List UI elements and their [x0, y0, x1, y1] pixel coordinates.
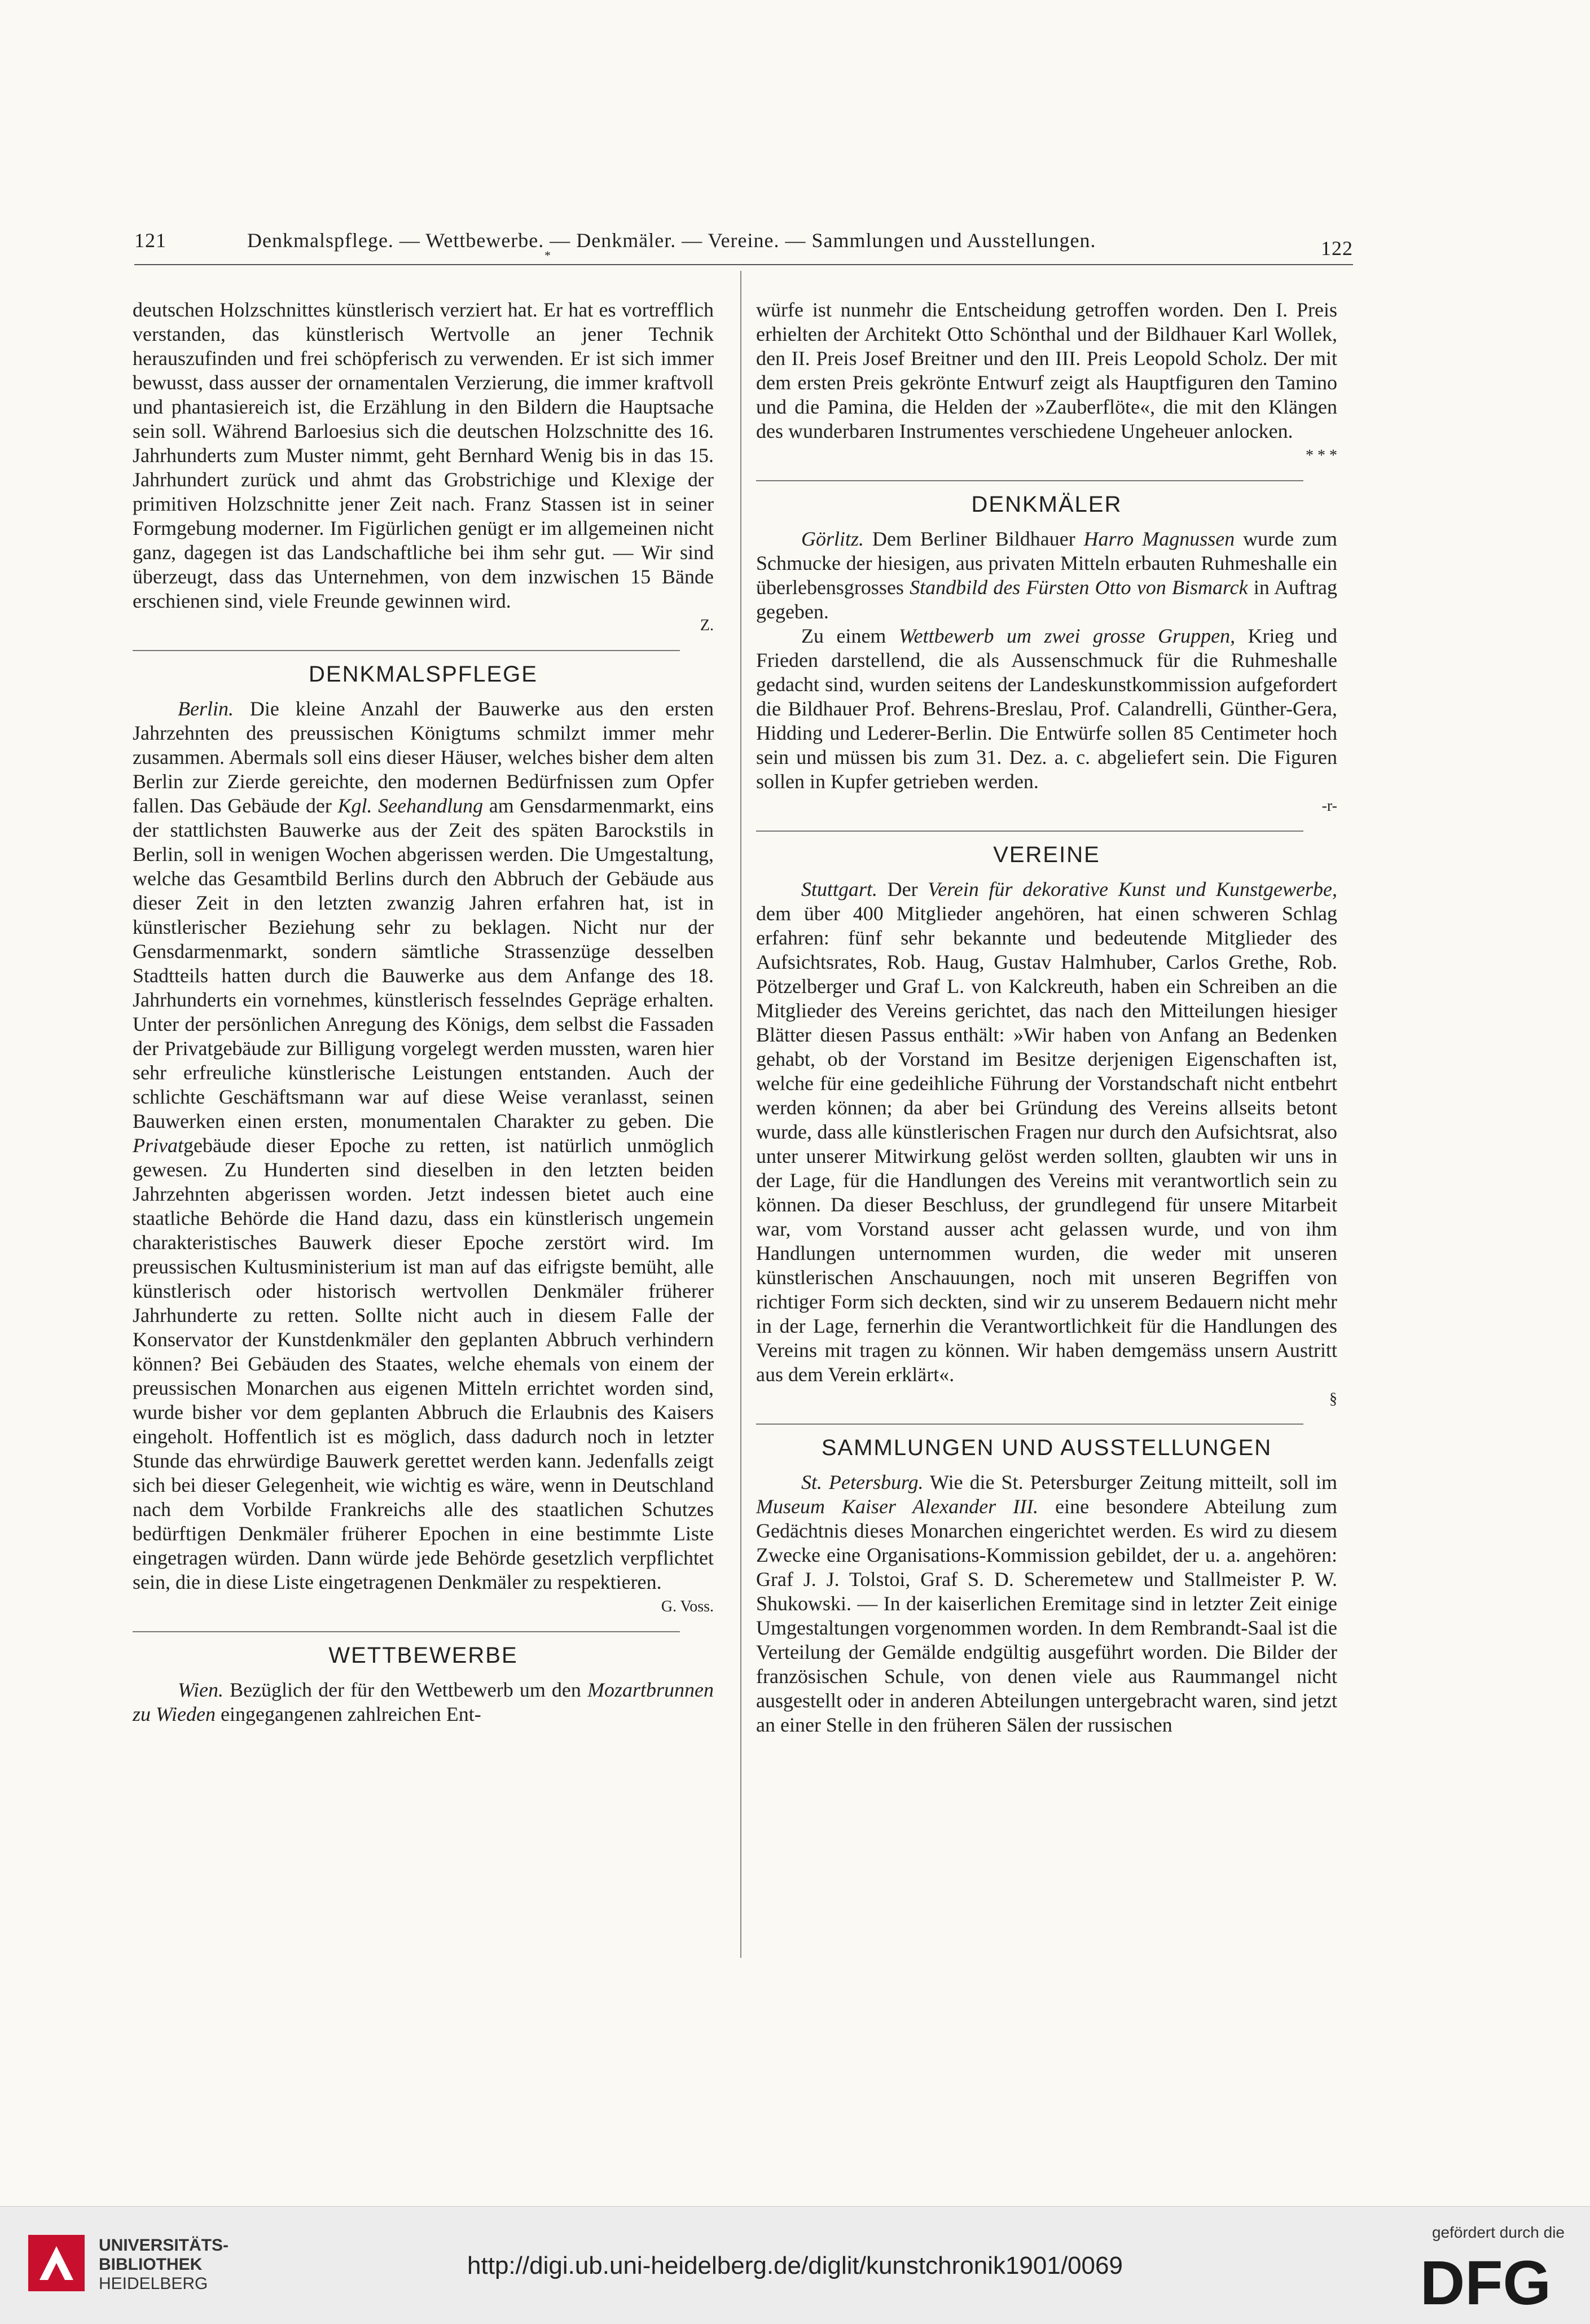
place-stuttgart: Stuttgart.: [801, 878, 878, 900]
intro-paragraph: deutschen Holzschnittes künstlerisch verziert hat. Er hat es vortrefflich verstanden, das künstlerisch Wertvolle an jener Technik herauszufinden und frei schöpferisch zu verwenden. Er ist sich immer bewusst, dass ausser der ornamentalen Verzierung, die immer kraftvoll und phantasiereich ist, die Erzählung in den Bildern die Hauptsache sein soll. Während Barloesius sich die deutschen Holzschnitte des 16. Jahrhunderts zum Muster nimmt, geht Bernhard Wenig bis in das 15. Jahrhundert zurück und ahmt das Grobstrichige und Klexige der primitiven Holzschnitte jener Zeit nach. Franz Stassen ist in seiner Formgebung moderner. Im Figürlichen genügt er im allgemeinen nicht ganz, dagegen ist das Landschaftliche bei ihm sehr gut. — Wir sind überzeugt, dass das Unternehmen, von dem inzwischen 15 Bände erschienen sind, viele Freunde gewinnen wird.: [133, 298, 714, 612]
text-span: dem über 400 Mitglieder angehören, hat einen schweren Schlag erfahren: fünf sehr bekannte und bedeutende Mitglieder des Aufsichtsrates, Rob. Haug, Gustav Halmhuber, Carlos Grethe, Rob. Pötzelberger und Graf L. von Kalckreuth, haben ein Schreiben an die Mitglieder des Vereins gerichtet, das nach den Mitteilungen hiesiger Blätter diesen Passus enthält: »Wir haben von Anfang an Bedenken gehabt, ob der Vorstand im Besitze derjenigen Eigenschaften ist, welche für eine gedeihliche Führung der Vorstandschaft nicht entbehrt werden können; da aber bei Gründung des Vereins allseits betont wurde, dass alle künstlerischen Fragen nur durch den Aufsichtsrat, also unter unserer Mitwirkung gelöst werden sollten, glaubten wir uns in der Lage, für die Handlungen des Vereins mit verantwortlich sein zu können. Da dieser Beschluss, der grundlegend für unsere Mitarbeit war, vom Vorstand ausser acht gelassen wurde, und von ihm Handlungen unternommen wurden, die weder mit unseren künstlerischen Anschauungen, noch mit unseren Begriffen von richtiger Form sich deckten, sind wir zu unserem Bedauern nicht mehr in der Lage, fernerhin die Verantwortlichkeit für die Handlungen des Vereins mit tragen zu können. Wir haben demgemäss unsern Austritt aus dem Verein erklärt«.: [756, 902, 1337, 1386]
heading-sammlungen: SAMMLUNGEN UND AUSSTELLUNGEN: [821, 1435, 1272, 1460]
left-column: [133, 298, 714, 1726]
heading-wettbewerbe: WETTBEWERBE: [328, 1643, 518, 1668]
section-divider: [133, 1631, 680, 1632]
running-title: Denkmalspflege. — Wettbewerbe. — Denkmäler. — Vereine. — Sammlungen und Ausstellungen.: [247, 229, 1096, 252]
emphasis-span: Harro Magnussen: [1083, 528, 1235, 550]
emphasis-span: Wettbewerb um zwei grosse Gruppen,: [898, 625, 1236, 647]
intro-signature: Z.: [700, 617, 714, 634]
text-span: Bezüglich der für den Wettbewerb um den: [223, 1679, 587, 1701]
wettbewerbe-continued-paragraph: würfe ist nunmehr die Entscheidung getroffen worden. Den I. Preis erhielten der Architekt Otto Schönthal und der Bildhauer Karl Wollek, den II. Preis Josef Breitner und den III. Preis Leopold Scholz. Der mit dem ersten Preis gekrönte Entwurf zeigt als Hauptfiguren den Tamino und die Pamina, die Helden der »Zauberflöte«, die mit den Klängen des wunderbaren Instrumentes verschiedene Ungeheuer anlocken.: [756, 298, 1337, 442]
text-span: Krieg und Frieden darstellend, die als Aussenschmuck für die Ruhmeshalle gedacht sind, wurden seitens der Landeskunstkommission aufgefordert die Bildhauer Prof. Behrens-Breslau, Prof. Calandrelli, Günther-Gera, Hidding und Lederer-Berlin. Die Entwürfe sollen 85 Centimeter hoch sein und müssen bis zum 31. Dez. a. c. abgeliefert sein. Die Figuren sollen in Kupfer getrieben werden.: [756, 625, 1338, 793]
emphasis-span: Kgl. Seehandlung: [337, 794, 484, 817]
text-span: Dem Berliner Bildhauer: [864, 528, 1084, 550]
text-span: eine besondere Abteilung zum Gedächtnis dieses Monarchen eingerichtet werden. Es wird zu diesem Zwecke eine Organisations-Kommission gebildet, der u. a. angehören: Graf J. J. Tolstoi, Graf S. D. Scheremetew und Stallmeister P. W. Shukowski. — In der kaiserlichen Eremitage sind in letzter Zeit einige Umgestaltungen vorgenommen worden. In dem Rembrandt-Saal ist die Verteilung der Gemälde endgültig ausgeführt worden. Die Bilder der französischen Schule, von denen viele aus Raummangel nicht ausgestellt oder in anderen Abteilungen untergebracht waren, sind jetzt an einer Stelle in den früheren Sälen der russischen: [756, 1495, 1337, 1736]
text-span: gebäude dieser Epoche zu retten, ist natürlich unmöglich gewesen. Zu Hunderten sind dieselben in den letzten beiden Jahrzehnten abgerissen worden. Jetzt indessen bietet auch eine staatliche Behörde die Hand dazu, dass ein künstlerisch ungemein charakteristisches Bauwerk dieser Epoche zerstört wird. Im preussischen Kultusministerium ist man auf das eifrigste bemüht, alle künstlerisch oder historisch wertvollen Denkmäler früherer Jahrhunderte zu retten. Sollte nicht auch in diesem Falle der Konservator der Kunstdenkmäler den geplanten Abbruch verhindern können? Bei Gebäuden des Staates, welche ehemals von einem der preussischen Monarchen aus eigenen Mitteln errichtet worden sind, wurde bisher vor dem geplanten Abbruch die Erlaubnis des Kaisers eingeholt. Hoffentlich ist es möglich, dass dadurch noch in letzter Stunde das ehrwürdige Bauwerk gerettet werden kann. Jedenfalls zeigt sich bei dieser Gelegenheit, wie wichtig es wäre, wenn in Deutschland nach dem Vorbilde Frankreichs alle des staatlichen Schutzes bedürftigen Denkmäler früherer Epochen in eine bestimmte Liste eingetragen würden. Dann würde jede Behörde gesetzlich verpflichtet sein, die in diese Liste eingetragenen Denkmäler zu respektieren.: [133, 1134, 714, 1593]
vereine-paragraph: [756, 877, 1337, 1387]
library-name-line: BIBLIOTHEK: [99, 2255, 203, 2274]
emphasis-span: Museum Kaiser Alexander III.: [756, 1495, 1039, 1518]
emphasis-span: Standbild des Fürsten Otto von Bismarck: [910, 576, 1248, 599]
place-st-petersburg: St. Petersburg.: [801, 1471, 924, 1493]
place-goerlitz: Görlitz.: [801, 528, 864, 550]
text-span: Wie die St. Petersburger Zeitung mitteilt, soll im: [923, 1471, 1337, 1493]
denkmalspflege-signature: G. Voss.: [661, 1598, 714, 1615]
place-wien: Wien.: [178, 1679, 223, 1701]
denkmalspflege-paragraph: [133, 697, 714, 1594]
heading-vereine: VEREINE: [993, 842, 1100, 867]
text-span: eingegangenen zahlreichen Ent-: [215, 1703, 481, 1725]
dfg-logo-icon: [1407, 2251, 1565, 2313]
text-span: Der: [877, 878, 928, 900]
emphasis-span: Mozartbrunnen zu Wieden: [133, 1679, 714, 1725]
denkmaeler-paragraph-2: [756, 624, 1337, 794]
library-name-line: UNIVERSITÄTS-: [99, 2236, 229, 2255]
text-span: am Gensdarmenmarkt, eins der stattlichsten Bauwerke aus der Zeit des späten Barockstils in Berlin, soll in wenigen Wochen abgerissen werden. Die Umgestaltung, welche das Gesamtbild Berlins durch den Abbruch der Gebäude aus dieser Zeit in den letzten zwanzig Jahren erfahren hat, ist in künstlerischer Beziehung sehr zu beklagen. Nicht nur der Gensdarmenmarkt, sondern sämtliche Strassenzüge desselben Stadtteils hatten durch die Bauwerke aus dem Anfange des 18. Jahrhunderts ein vornehmes, künstlerisch fesselndes Gepräge erhalten. Unter der persönlichen Anregung des Königs, dem selbst die Fassaden der Privatgebäude zur Billigung vorgelegt werden mussten, waren hier sehr erfreuliche künstlerische Leistungen entstanden. Auch der schlichte Geschäftsmann war auf diese Weise veranlasst, seinen Bauwerken einen ersten, monumentalen Charakter zu geben. Die: [133, 794, 714, 1132]
place-berlin: Berlin.: [178, 697, 234, 720]
right-column: [756, 298, 1337, 1737]
permalink-url[interactable]: http://digi.ub.uni-heidelberg.de/diglit/kunstchronik1901/0069: [467, 2252, 1123, 2279]
wettbewerbe-signature: * * *: [1306, 447, 1337, 464]
library-name-line: HEIDELBERG: [99, 2274, 208, 2293]
page-number-left: 121: [134, 229, 166, 252]
running-head: [134, 229, 1353, 268]
footer-bar: [0, 2206, 1590, 2324]
header-rule: [134, 264, 1353, 265]
column-divider: [740, 271, 741, 1958]
text-span: Die kleine Anzahl der Bauwerke aus den ersten Jahrzehnten des preussischen Königtums schmilzt immer mehr zusammen. Abermals soll eins dieser Häuser, welches bisher dem alten Berlin zur Zierde gereichte, den modernen Bedürfnissen zum Opfer fallen. Das Gebäude der: [133, 697, 714, 817]
vereine-signature: §: [1329, 1390, 1337, 1408]
text-span: Zu einem: [801, 625, 899, 647]
text-span: wurde zum Schmucke der hiesigen, aus privaten Mitteln erbauten Ruhmeshalle ein überlebensgrosses: [756, 528, 1337, 599]
funder-caption: gefördert durch die: [1431, 2224, 1565, 2241]
emphasis-span: Verein für dekorative Kunst und Kunstgewerbe,: [928, 878, 1338, 900]
heading-denkmalspflege: DENKMALSPFLEGE: [309, 662, 538, 687]
emphasis-span: Privat: [133, 1134, 183, 1157]
section-divider: [133, 650, 680, 651]
wettbewerbe-paragraph: [133, 1678, 714, 1726]
denkmaeler-paragraph-1: [756, 527, 1337, 624]
section-divider: [756, 831, 1303, 832]
heading-denkmaeler: DENKMÄLER: [971, 492, 1122, 517]
section-divider: [756, 1424, 1303, 1425]
sammlungen-paragraph: [756, 1470, 1337, 1737]
section-divider: [756, 480, 1303, 481]
dfg-logo-text: DFG: [1420, 2251, 1552, 2313]
text-span: in Auftrag gegeben.: [756, 576, 1337, 623]
denkmaeler-signature: -r-: [1321, 797, 1337, 815]
page-number-right: 122: [1321, 237, 1353, 260]
ornament-asterisk: *: [544, 248, 551, 262]
